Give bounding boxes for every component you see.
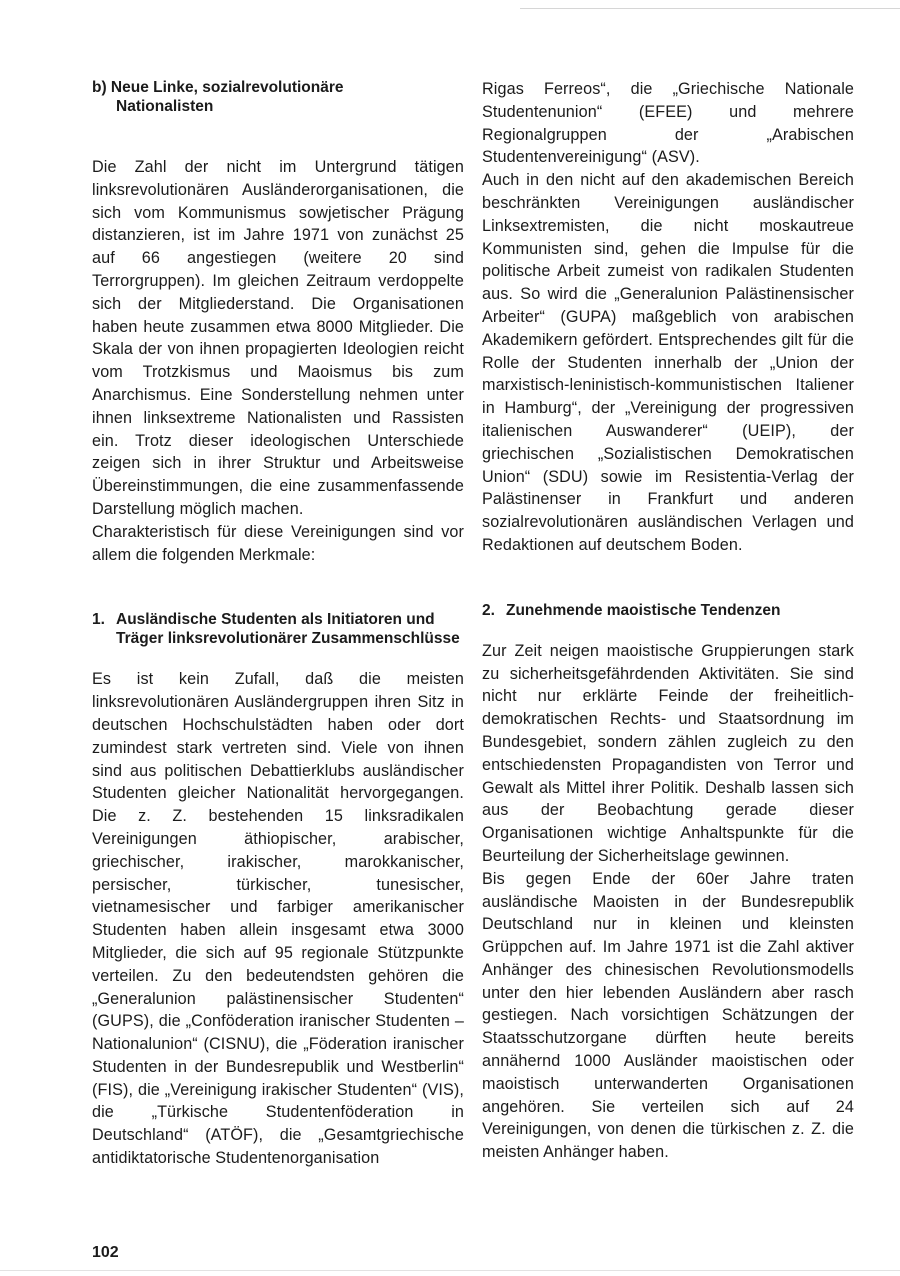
bottom-edge-rule bbox=[0, 1270, 900, 1271]
section-1-number: 1. bbox=[92, 611, 105, 629]
top-edge-rule bbox=[520, 8, 900, 9]
spacer bbox=[482, 557, 854, 601]
section-2-heading bbox=[482, 601, 854, 620]
section-b-heading bbox=[92, 78, 464, 116]
section-b-title-line1: b) Neue Linke, sozialrevolutionäre bbox=[92, 79, 344, 96]
right-column bbox=[482, 78, 854, 1164]
spacer bbox=[92, 116, 464, 156]
section-1-heading bbox=[92, 610, 464, 648]
left-column bbox=[92, 78, 464, 1170]
section-2-number: 2. bbox=[482, 601, 495, 619]
spacer bbox=[92, 648, 464, 668]
section-b-paragraph-2: Charakteristisch für diese Vereinigungen sind vor allem die folgenden Merkmale: bbox=[92, 522, 464, 564]
section-1-paragraph: Es ist kein Zufall, daß die meisten linksrevolutionären Ausländergruppen ihren Sitz in deutschen Hochschulstädten haben oder dort zumindest stark vertreten sind. Viele von ihnen sind aus politischen Debattierklubs ausländischer Studenten gleicher Nationalität hervorgegangen. Die z. Z. bestehenden 15 linksradikalen Vereinigungen äthiopischer, arabischer, griechischer, irakischer, marokkanischer, persischer, türkischer, tunesischer, vietnamesischer und farbiger amerikanischer Studenten haben allein insgesamt etwa 3000 Mitglieder, die sich auf 95 regionale Stützpunkte verteilen. Zu den bedeutendsten gehören die „Generalunion palästinensischer Studenten“ (GUPS), die „Conföderation iranischer Studenten – Nationalunion“ (CISNU), die „Föderation iranischer Studenten in der Bundesrepublik und Westberlin“ (FIS), die „Vereinigung irakischer Studenten“ (VIS), die „Türkische Studentenföderation in Deutschland“ (ATÖF), die „Gesamtgriechische antidiktatorische Studentenorganisation bbox=[92, 670, 464, 1168]
section-2-paragraph-1: Zur Zeit neigen maoistische Gruppierungen stark zu sicherheitsgefährdenden Aktivitäten. Sie sind nicht nur erklärte Feinde der freiheitlich-demokratischen Rechts- und Staatsordnung im Bundesgebiet, sondern zählen zugleich zu den entschiedensten Propagandisten von Terror und Gewalt als Mittel ihrer Politik. Deshalb lassen sich aus der Beobachtung gerade dieser Organisationen wichtige Anhaltspunkte für die Beurteilung der Sicherheitslage gewinnen. bbox=[482, 641, 854, 865]
right-paragraph-2: Auch in den nicht auf den akademischen Bereich beschränkten Vereinigungen ausländischer Linksextremisten, die nicht moskautreue Kommunisten sind, gehen die Impulse für die politische Arbeit zumeist von radikalen Studenten aus. So wird die „Generalunion Palästinensischer Arbeiter“ (GUPA) maßgeblich von arabischen Akademikern gefördert. Entsprechendes gilt für die Rolle der Studenten innerhalb der „Union der marxistisch-leninistisch-kommunistischen Italiener in Hamburg“, der „Vereinigung der progressiven italienischen Auswanderer“ (UEIP), der griechischen „Sozialistischen Demokratischen Union“ (SDU) sowie im Resistentia-Verlag der Palästinenser in Frankfurt und anderen sozialrevolutionären ausländischen Verlagen und Redaktionen auf deutschem Boden. bbox=[482, 171, 854, 554]
spacer bbox=[92, 566, 464, 610]
section-2-title: Zunehmende maoistische Tendenzen bbox=[506, 601, 781, 619]
section-b-paragraph-1: Die Zahl der nicht im Untergrund tätigen linksrevolutionären Ausländerorganisationen, die sich vom Kommunismus sowjetischer Prägung distanzieren, ist im Jahre 1971 von zunächst 25 auf 66 angestiegen (weitere 20 sind Terrorgruppen). Im gleichen Zeitraum verdoppelte sich der Mitgliederstand. Die Organisationen haben heute zusammen etwa 8000 Mitglieder. Die Skala der von ihnen propagierten Ideologien reicht vom Trotzkismus und Maoismus bis zum Anarchismus. Eine Sonderstellung nehmen unter ihnen linksextreme Nationalisten und Rassisten ein. Trotz dieser ideologischen Unterschiede zeigen sich in ihrer Struktur und Arbeitsweise Übereinstimmungen, die eine zusammenfassende Darstellung möglich machen. bbox=[92, 158, 464, 518]
section-b-title-line2: Nationalisten bbox=[116, 98, 214, 115]
right-paragraph-1: Rigas Ferreos“, die „Griechische Nationale Studentenunion“ (EFEE) und mehrere Regionalgruppen der „Arabischen Studentenvereinigung“ (ASV). bbox=[482, 80, 854, 167]
section-1-title: Ausländische Studenten als Initiatoren und Träger linksrevolutionärer Zusammenschlüsse bbox=[116, 611, 460, 648]
spacer bbox=[482, 620, 854, 640]
page-number: 102 bbox=[92, 1244, 119, 1261]
section-2-paragraph-2: Bis gegen Ende der 60er Jahre traten ausländische Maoisten in der Bundesrepublik Deutschland nur in kleinen und kleinsten Grüppchen auf. Im Jahre 1971 ist die Zahl aktiver Anhänger des chinesischen Revolutionsmodells unter den hier lebenden Ausländern aber rasch gestiegen. Nach vorsichtigen Schätzungen der Staatsschutzorgane dürften heute bereits annähernd 1000 Ausländer maoistischen oder maoistisch unterwanderten Organisationen angehören. Sie verteilen sich auf 24 Vereinigungen, von denen die türkischen z. Z. die meisten Anhänger haben. bbox=[482, 869, 854, 1162]
